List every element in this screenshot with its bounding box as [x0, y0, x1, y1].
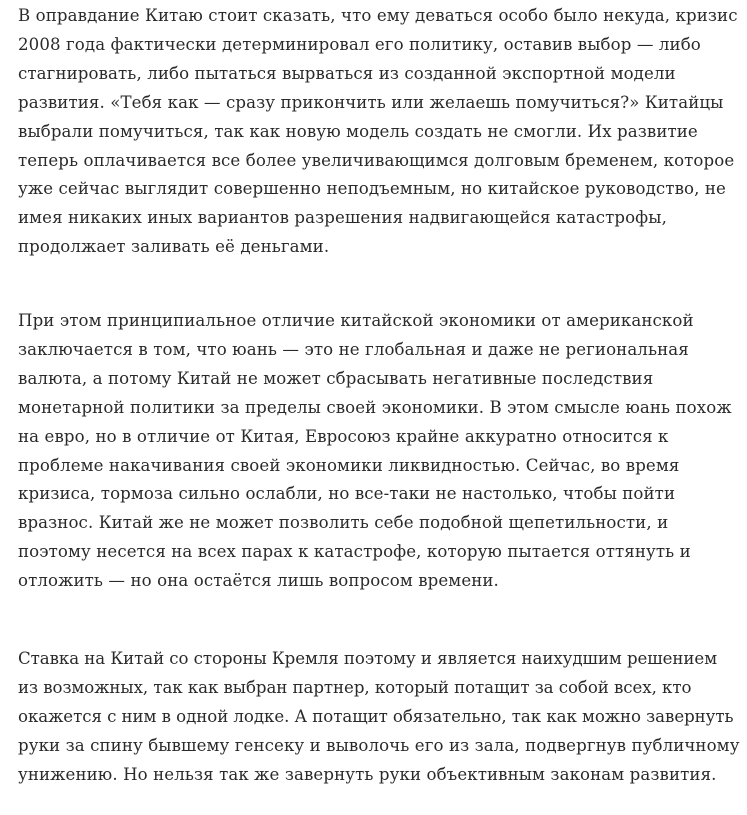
text-line: монетарной политики за пределы своей экономики. В этом смысле юань похож — [18, 397, 732, 417]
paragraph-3 — [18, 645, 740, 790]
text-line: При этом принципиальное отличие китайской экономики от американской — [18, 311, 694, 330]
text-line: развития. «Тебя как — сразу прикончить или желаешь помучиться?» Китайцы — [18, 92, 724, 112]
text-line: кризиса, тормоза сильно ослабли, но все-таки не настолько, чтобы пойти — [18, 484, 676, 504]
text-line: продолжает заливать её деньгами. — [18, 237, 330, 257]
text-line: из возможных, так как выбран партнер, который потащит за собой всех, кто — [18, 677, 692, 697]
text-line: вразнос. Китай же не может позволить себе подобной щепетильности, и — [18, 513, 669, 533]
text-line: поэтому несется на всех парах к катастрофе, которую пытается оттянуть и — [18, 542, 691, 562]
text-line: Ставка на Китай со стороны Кремля поэтому и является наихудшим решением — [18, 649, 718, 668]
text-line: руки за спину бывшему генсеку и выволочь его из зала, подвергнув публичному — [18, 735, 740, 755]
text-line: заключается в том, что юань — это не глобальная и даже не региональная — [18, 339, 689, 359]
text-line: теперь оплачивается все более увеличивающимся долговым бременем, которое — [18, 150, 735, 170]
text-line: валюта, а потому Китай не может сбрасывать негативные последствия — [18, 368, 654, 388]
paragraph-1 — [18, 2, 738, 262]
text-line: на евро, но в отличие от Китая, Евросоюз крайне аккуратно относится к — [18, 426, 669, 446]
text-line: унижению. Но нельзя так же завернуть руки объективным законам развития. — [18, 764, 717, 784]
text-line: уже сейчас выглядит совершенно неподъемным, но китайское руководство, не — [18, 179, 726, 199]
text-line: выбрали помучиться, так как новую модель создать не смогли. Их развитие — [18, 121, 698, 141]
text-line: стагнировать, либо пытаться вырваться из созданной экспортной модели — [18, 63, 676, 83]
text-line: проблеме накачивания своей экономики ликвидностью. Сейчас, во время — [18, 455, 680, 475]
text-line: окажется с ним в одной лодке. А потащит обязательно, так как можно завернуть — [18, 706, 734, 726]
paragraph-2 — [18, 307, 732, 596]
text-line: отложить — но она остаётся лишь вопросом времени. — [18, 571, 499, 591]
text-line: 2008 года фактически детерминировал его политику, оставив выбор — либо — [18, 34, 701, 54]
text-line: имея никаких иных вариантов разрешения надвигающейся катастрофы, — [18, 208, 667, 228]
text-line: В оправдание Китаю стоит сказать, что ему деваться особо было некуда, кризис — [18, 6, 738, 25]
